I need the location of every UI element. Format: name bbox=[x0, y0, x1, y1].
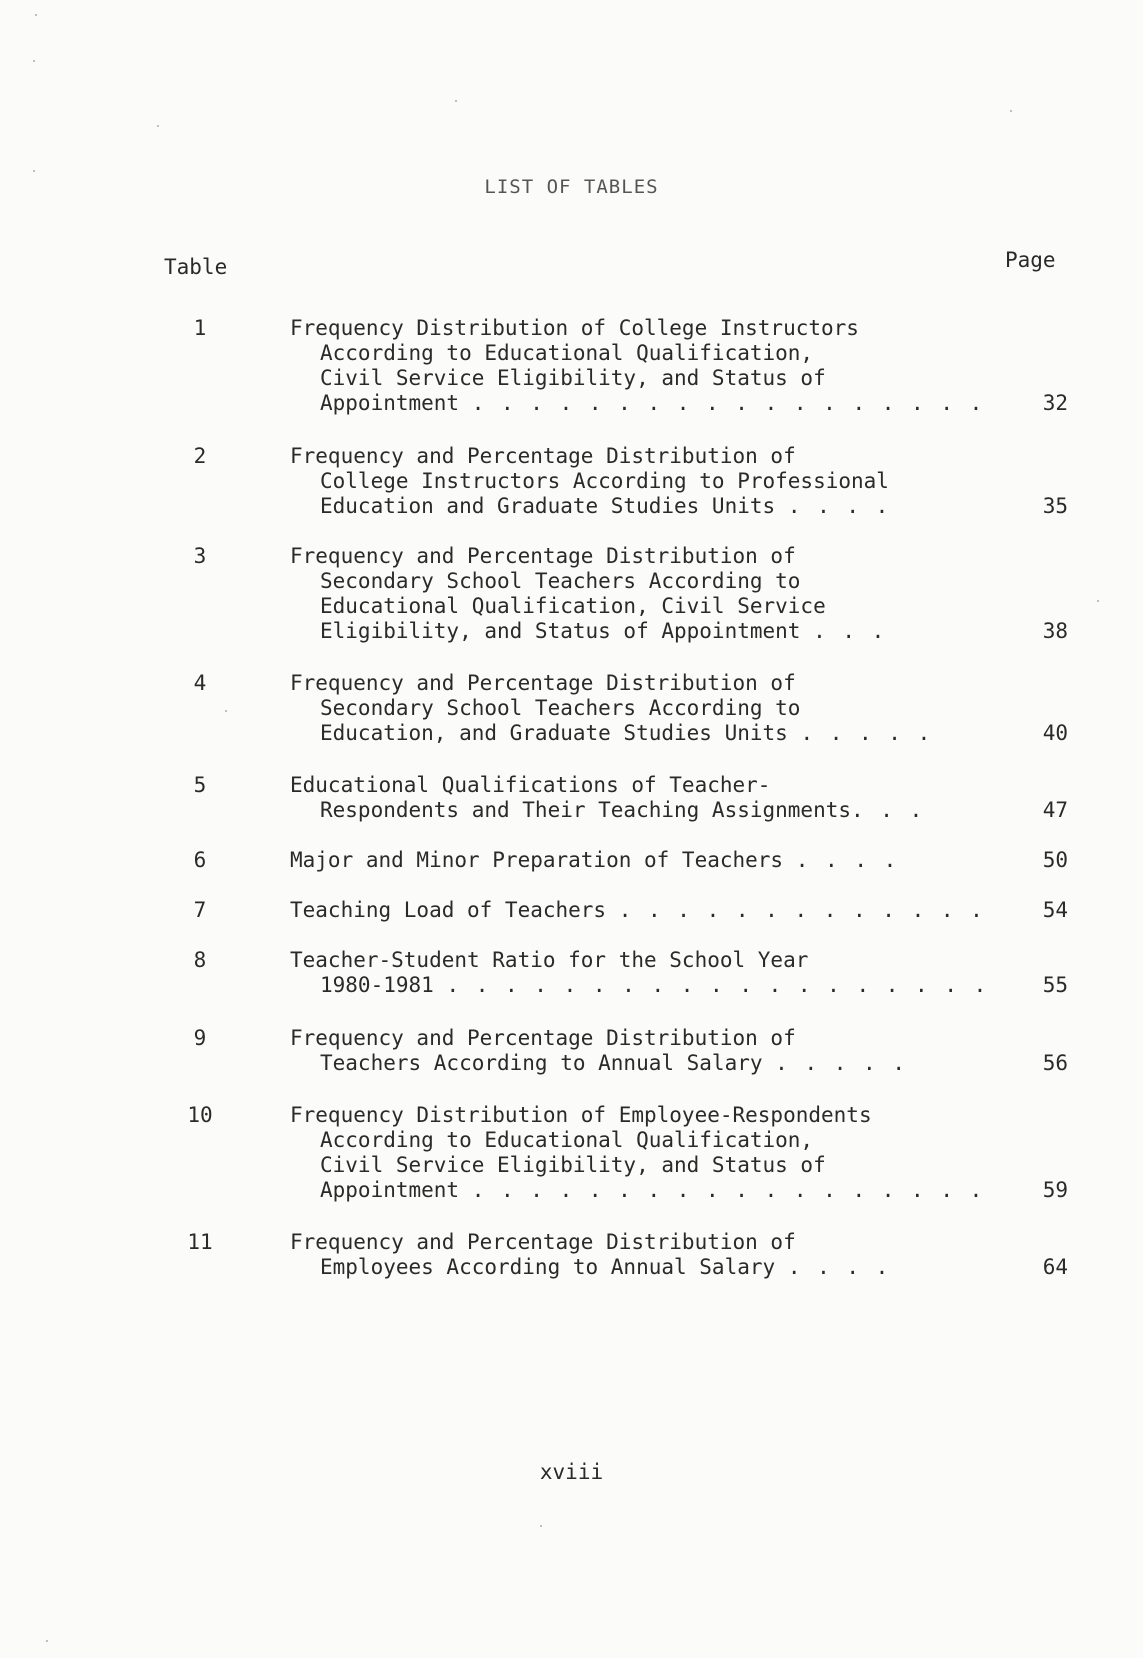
entry-title bbox=[290, 898, 1010, 923]
entry-line: 1980-1981 bbox=[320, 973, 434, 997]
dot-leader: . . . bbox=[851, 798, 925, 822]
page-number: xviii bbox=[539, 1460, 604, 1484]
entry-line: Educational Qualification, Civil Service bbox=[320, 594, 826, 618]
table-entry-7 bbox=[150, 898, 1080, 923]
entry-number: 4 bbox=[193, 671, 207, 695]
entry-line: Respondents and Their Teaching Assignments bbox=[320, 798, 852, 822]
entry-page-number: 35 bbox=[1042, 494, 1068, 518]
entry-line: College Instructors According to Professional bbox=[320, 469, 889, 493]
entry-number: 11 bbox=[187, 1230, 213, 1254]
scan-speck bbox=[35, 14, 37, 16]
entry-line: Secondary School Teachers According to bbox=[320, 569, 801, 593]
entry-number: 7 bbox=[193, 898, 207, 922]
entry-title bbox=[290, 948, 1010, 998]
entry-line: Eligibility, and Status of Appointment bbox=[320, 619, 801, 643]
dot-leader: . . . . . . . . . . . . . bbox=[618, 898, 985, 922]
dot-leader: . . . . . bbox=[775, 1051, 907, 1075]
scan-speck bbox=[1010, 110, 1012, 112]
entry-page-number: 32 bbox=[1042, 391, 1068, 415]
entry-line: According to Educational Qualification, bbox=[320, 1128, 814, 1152]
entry-line: Frequency and Percentage Distribution of bbox=[290, 671, 796, 695]
entry-number: 5 bbox=[193, 773, 207, 797]
entry-line: Frequency and Percentage Distribution of bbox=[290, 1230, 796, 1254]
entry-line: Frequency and Percentage Distribution of bbox=[290, 544, 796, 568]
table-entry-1 bbox=[150, 316, 1080, 416]
entry-title bbox=[290, 1026, 1010, 1076]
entry-line: Educational Qualifications of Teacher- bbox=[290, 773, 771, 797]
dot-leader: . . . bbox=[813, 619, 887, 643]
table-entry-9 bbox=[150, 1026, 1080, 1076]
scan-speck bbox=[33, 60, 35, 62]
entry-title bbox=[290, 544, 1010, 644]
entry-page-number: 38 bbox=[1042, 619, 1068, 643]
entry-page-number: 64 bbox=[1042, 1255, 1068, 1279]
table-entry-3 bbox=[150, 544, 1080, 644]
dot-leader: . . . . . . . . . . . . . . . . . . . bbox=[446, 973, 989, 997]
table-entry-8 bbox=[150, 948, 1080, 998]
entry-number: 3 bbox=[193, 544, 207, 568]
entry-line: Teacher-Student Ratio for the School Year bbox=[290, 948, 809, 972]
entry-page-number: 54 bbox=[1042, 898, 1068, 922]
entry-number: 2 bbox=[193, 444, 207, 468]
entry-page-number: 47 bbox=[1042, 798, 1068, 822]
entry-line: Employees According to Annual Salary bbox=[320, 1255, 776, 1279]
scan-speck bbox=[33, 170, 35, 172]
page-title: LIST OF TABLES bbox=[484, 176, 659, 198]
entry-line: Frequency and Percentage Distribution of bbox=[290, 444, 796, 468]
table-entry-11 bbox=[150, 1230, 1080, 1280]
entry-page-number: 55 bbox=[1042, 973, 1068, 997]
entry-title bbox=[290, 671, 1010, 746]
entry-number: 1 bbox=[193, 316, 207, 340]
entry-page-number: 59 bbox=[1042, 1178, 1068, 1202]
entry-number: 6 bbox=[193, 848, 207, 872]
page-column-header: Page bbox=[1005, 248, 1056, 272]
entry-page-number: 40 bbox=[1042, 721, 1068, 745]
table-column-header: Table bbox=[164, 255, 228, 279]
entry-title bbox=[290, 316, 1010, 416]
entry-line: Civil Service Eligibility, and Status of bbox=[320, 366, 826, 390]
entry-line: Appointment bbox=[320, 1178, 460, 1202]
entry-line: Frequency Distribution of Employee-Respondents bbox=[290, 1103, 872, 1127]
entry-title bbox=[290, 444, 1010, 519]
dot-leader: . . . . . . . . . . . . . . . . . . bbox=[471, 391, 985, 415]
dot-leader: . . . . bbox=[795, 848, 899, 872]
entry-page-number: 50 bbox=[1042, 848, 1068, 872]
dot-leader: . . . . . . . . . . . . . . . . . . bbox=[471, 1178, 985, 1202]
scan-speck bbox=[455, 100, 457, 102]
table-entry-6 bbox=[150, 848, 1080, 873]
entry-line: Major and Minor Preparation of Teachers bbox=[290, 848, 784, 872]
dot-leader: . . . . bbox=[787, 1255, 891, 1279]
entry-line: Frequency Distribution of College Instructors bbox=[290, 316, 859, 340]
table-entry-10 bbox=[150, 1103, 1080, 1203]
entry-title bbox=[290, 773, 1010, 823]
dot-leader: . . . . . bbox=[800, 721, 933, 745]
table-entry-2 bbox=[150, 444, 1080, 519]
scan-speck bbox=[157, 125, 159, 127]
dot-leader: . . . . bbox=[787, 494, 891, 518]
entry-title bbox=[290, 848, 1010, 873]
scan-speck bbox=[46, 1640, 48, 1642]
entry-title bbox=[290, 1103, 1010, 1203]
entry-title bbox=[290, 1230, 1010, 1280]
entry-line: Frequency and Percentage Distribution of bbox=[290, 1026, 796, 1050]
scan-speck bbox=[540, 1525, 542, 1527]
entry-page-number: 56 bbox=[1042, 1051, 1068, 1075]
entry-line: Appointment bbox=[320, 391, 460, 415]
entry-number: 10 bbox=[187, 1103, 213, 1127]
entry-line: According to Educational Qualification, bbox=[320, 341, 814, 365]
entry-number: 9 bbox=[193, 1026, 207, 1050]
entry-line: Education, and Graduate Studies Units bbox=[320, 721, 788, 745]
entry-line: Secondary School Teachers According to bbox=[320, 696, 801, 720]
table-entry-5 bbox=[150, 773, 1080, 823]
entry-line: Education and Graduate Studies Units bbox=[320, 494, 776, 518]
table-entry-4 bbox=[150, 671, 1080, 746]
entry-line: Teaching Load of Teachers bbox=[290, 898, 607, 922]
entry-line: Civil Service Eligibility, and Status of bbox=[320, 1153, 826, 1177]
entry-number: 8 bbox=[193, 948, 207, 972]
entry-line: Teachers According to Annual Salary bbox=[320, 1051, 763, 1075]
scan-speck bbox=[1097, 600, 1099, 602]
